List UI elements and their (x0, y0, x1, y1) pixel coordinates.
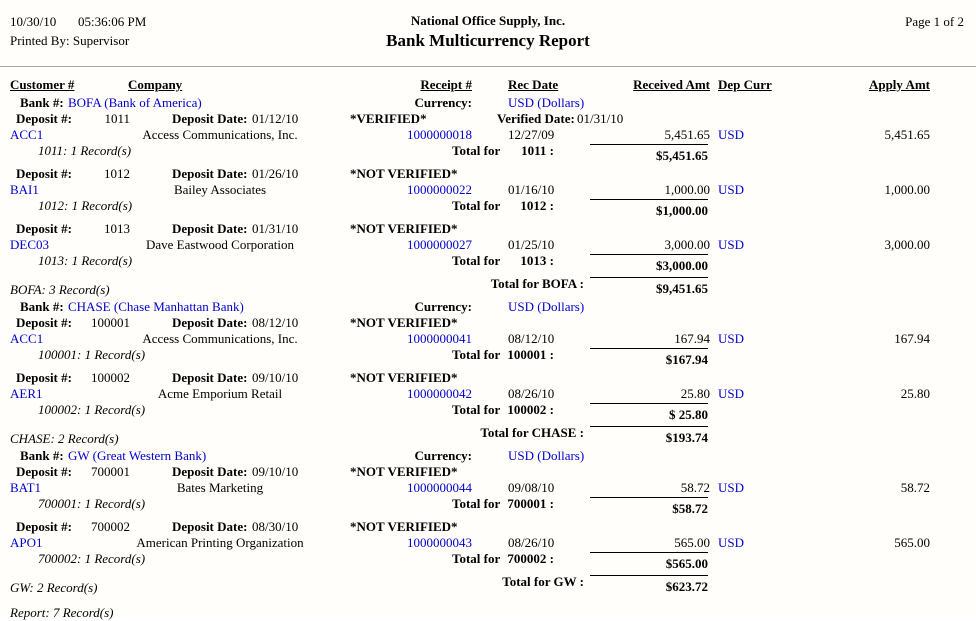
deposit-record-count: 100001: 1 Record(s) (38, 347, 146, 362)
receipt-detail-row (0, 386, 976, 402)
deposit-label: Deposit #: (16, 519, 72, 534)
currency-label: Currency: (414, 448, 472, 463)
deposit-number: 1013 (104, 221, 130, 236)
deposit-header-row (0, 221, 976, 237)
deposit-date-label: Deposit Date: (172, 111, 248, 126)
total-for-label: Total for (452, 551, 501, 566)
deposit-record-count: 100002: 1 Record(s) (38, 402, 146, 417)
deposit-currency-link[interactable]: USD (718, 237, 745, 252)
received-amount: 1,000.00 (664, 182, 710, 197)
deposit-date: 01/26/10 (252, 166, 299, 181)
customer-code-link[interactable]: BAT1 (10, 480, 42, 495)
bank-record-count: CHASE: 2 Record(s) (10, 431, 119, 446)
deposit-currency-link[interactable]: USD (718, 480, 745, 495)
bank-total-label: Total for CHASE : (480, 425, 584, 440)
bank-code-link[interactable]: BOFA (Bank of America) (68, 95, 202, 110)
deposit-status: *NOT VERIFIED* (350, 166, 458, 181)
bank-total-amount: $9,451.65 (590, 277, 708, 296)
receipt-detail-row (0, 182, 976, 198)
receipt-detail-row (0, 535, 976, 551)
total-for-label: Total for (452, 253, 501, 268)
deposit-header-row (0, 370, 976, 386)
deposit-total-amount: $ 25.80 (590, 403, 708, 422)
deposit-number: 100002 (91, 370, 130, 385)
customer-company: Dave Eastwood Corporation (145, 237, 295, 252)
bank-header-row (0, 95, 976, 111)
deposit-date-label: Deposit Date: (172, 464, 248, 479)
print-time: 05:36:06 PM (78, 14, 147, 29)
col-rec-date: Rec Date (508, 77, 559, 92)
deposit-date: 08/30/10 (252, 519, 299, 534)
customer-company: Access Communications, Inc. (142, 331, 298, 346)
receipt-number-link[interactable]: 1000000044 (407, 480, 472, 495)
deposit-date-label: Deposit Date: (172, 166, 248, 181)
customer-company: Bailey Associates (173, 182, 267, 197)
deposit-record-count: 1011: 1 Record(s) (38, 143, 132, 158)
deposit-date-label: Deposit Date: (172, 370, 248, 385)
deposit-date-label: Deposit Date: (172, 221, 248, 236)
deposit-currency-link[interactable]: USD (718, 386, 745, 401)
receipt-date: 01/16/10 (508, 182, 555, 197)
deposit-total-row (0, 402, 976, 425)
customer-code-link[interactable]: BAI1 (10, 182, 39, 197)
receipt-date: 08/12/10 (508, 331, 555, 346)
deposit-record-count: 1012: 1 Record(s) (38, 198, 133, 213)
report-header (0, 0, 976, 67)
receipt-detail-row (0, 127, 976, 143)
deposit-label: Deposit #: (16, 370, 72, 385)
receipt-date: 08/26/10 (508, 386, 555, 401)
customer-code-link[interactable]: ACC1 (10, 331, 44, 346)
bank-total-row (0, 425, 976, 448)
received-amount: 167.94 (674, 331, 710, 346)
deposit-currency-link[interactable]: USD (718, 331, 745, 346)
deposit-header-row (0, 519, 976, 535)
receipt-number-link[interactable]: 1000000018 (407, 127, 472, 142)
receipt-detail-row (0, 480, 976, 496)
bank-label: Bank #: (20, 95, 64, 110)
total-deposit-key: 100001 : (507, 347, 554, 362)
deposit-label: Deposit #: (16, 464, 72, 479)
deposit-status: *NOT VERIFIED* (350, 370, 458, 385)
bank-record-count: BOFA: 3 Record(s) (10, 282, 110, 297)
printed-by: Printed By: Supervisor (10, 33, 130, 48)
total-deposit-key: 100002 : (507, 402, 554, 417)
deposit-record-count: 700001: 1 Record(s) (38, 496, 146, 511)
bank-header-row (0, 448, 976, 464)
bank-record-count: GW: 2 Record(s) (10, 580, 98, 595)
bank-total-amount: $623.72 (590, 575, 708, 594)
total-for-label: Total for (452, 496, 501, 511)
deposit-status: *NOT VERIFIED* (350, 315, 458, 330)
deposit-total-row (0, 253, 976, 276)
deposit-date-label: Deposit Date: (172, 519, 248, 534)
apply-amount: 1,000.00 (884, 182, 930, 197)
total-for-label: Total for (452, 402, 501, 417)
verified-date: 01/31/10 (577, 111, 624, 126)
deposit-total-amount: $3,000.00 (590, 254, 708, 273)
total-deposit-key: 700002 : (507, 551, 554, 566)
bank-total-row (0, 574, 976, 597)
col-customer: Customer # (10, 77, 75, 92)
col-receipt: Receipt # (420, 77, 472, 92)
deposit-number: 1011 (104, 111, 130, 126)
deposit-status: *VERIFIED* (350, 111, 427, 126)
deposit-label: Deposit #: (16, 315, 72, 330)
bank-currency-link[interactable]: USD (Dollars) (508, 95, 585, 110)
receipt-number-link[interactable]: 1000000042 (407, 386, 472, 401)
bank-total-label: Total for BOFA : (490, 276, 584, 291)
receipt-detail-row (0, 331, 976, 347)
total-deposit-key: 1011 : (521, 143, 554, 158)
col-company: Company (128, 77, 183, 92)
deposit-number: 100001 (91, 315, 130, 330)
receipt-date: 08/26/10 (508, 535, 555, 550)
page-indicator: Page 1 of 2 (905, 14, 964, 29)
deposit-total-row (0, 198, 976, 221)
verified-date-label: Verified Date: (497, 111, 575, 126)
deposit-total-amount: $167.94 (590, 348, 708, 367)
customer-code-link[interactable]: ACC1 (10, 127, 44, 142)
deposit-header-row (0, 464, 976, 480)
total-deposit-key: 700001 : (507, 496, 554, 511)
receipt-date: 09/08/10 (508, 480, 555, 495)
deposit-date: 01/31/10 (252, 221, 299, 236)
deposit-number: 700002 (91, 519, 130, 534)
customer-company: American Printing Organization (136, 535, 304, 550)
apply-amount: 25.80 (900, 386, 930, 401)
deposit-label: Deposit #: (16, 111, 72, 126)
total-deposit-key: 1013 : (520, 253, 554, 268)
deposit-status: *NOT VERIFIED* (350, 221, 458, 236)
currency-label: Currency: (414, 95, 472, 110)
deposit-label: Deposit #: (16, 166, 72, 181)
deposit-total-row (0, 551, 976, 574)
bank-header-row (0, 299, 976, 315)
bank-code-link[interactable]: GW (Great Western Bank) (68, 448, 207, 463)
received-amount: 565.00 (674, 535, 710, 550)
bank-currency-link[interactable]: USD (Dollars) (508, 299, 585, 314)
column-headers (0, 77, 976, 95)
bank-total-amount: $193.74 (590, 426, 708, 445)
col-dep-curr: Dep Curr (718, 77, 772, 92)
received-amount: 58.72 (680, 480, 710, 495)
deposit-total-row (0, 143, 976, 166)
deposit-total-row (0, 496, 976, 519)
receipt-number-link[interactable]: 1000000027 (407, 237, 472, 252)
report-title: Bank Multicurrency Report (386, 31, 590, 50)
receipt-date: 01/25/10 (508, 237, 555, 252)
deposit-currency-link[interactable]: USD (718, 535, 745, 550)
customer-company: Access Communications, Inc. (142, 127, 298, 142)
apply-amount: 5,451.65 (884, 127, 930, 142)
bank-currency-link[interactable]: USD (Dollars) (508, 448, 585, 463)
receipt-number-link[interactable]: 1000000022 (407, 182, 472, 197)
deposit-total-amount: $5,451.65 (590, 144, 708, 163)
bank-code-link[interactable]: CHASE (Chase Manhattan Bank) (68, 299, 244, 314)
apply-amount: 565.00 (894, 535, 930, 550)
deposit-date-label: Deposit Date: (172, 315, 248, 330)
total-for-label: Total for (452, 347, 501, 362)
receipt-detail-row (0, 237, 976, 253)
receipt-date: 12/27/09 (508, 127, 555, 142)
customer-code-link[interactable]: APO1 (10, 535, 43, 550)
col-received-amt: Received Amt (633, 77, 710, 92)
apply-amount: 167.94 (894, 331, 930, 346)
bank-label: Bank #: (20, 299, 64, 314)
deposit-header-row (0, 315, 976, 331)
deposit-number: 700001 (91, 464, 130, 479)
deposit-record-count: 1013: 1 Record(s) (38, 253, 133, 268)
deposit-currency-link[interactable]: USD (718, 127, 745, 142)
col-apply-amt: Apply Amt (868, 77, 930, 92)
deposit-record-count: 700002: 1 Record(s) (38, 551, 146, 566)
customer-company: Acme Emporium Retail (157, 386, 283, 401)
received-amount: 5,451.65 (664, 127, 710, 142)
apply-amount: 58.72 (900, 480, 930, 495)
apply-amount: 3,000.00 (884, 237, 930, 252)
deposit-date: 08/12/10 (252, 315, 299, 330)
deposit-date: 09/10/10 (252, 464, 299, 479)
deposit-status: *NOT VERIFIED* (350, 519, 458, 534)
deposit-label: Deposit #: (16, 221, 72, 236)
deposit-header-row (0, 166, 976, 182)
received-amount: 3,000.00 (664, 237, 710, 252)
received-amount: 25.80 (680, 386, 710, 401)
customer-code-link[interactable]: DEC03 (10, 237, 49, 252)
print-date: 10/30/10 (10, 14, 57, 29)
report-record-count: Report: 7 Record(s) (10, 605, 114, 620)
deposit-date: 09/10/10 (252, 370, 299, 385)
deposit-status: *NOT VERIFIED* (350, 464, 458, 479)
receipt-number-link[interactable]: 1000000043 (407, 535, 472, 550)
total-for-label: Total for (452, 198, 501, 213)
company-name: National Office Supply, Inc. (410, 13, 566, 28)
customer-company: Bates Marketing (176, 480, 264, 495)
total-deposit-key: 1012 : (520, 198, 554, 213)
report-total-row (0, 605, 976, 621)
deposit-number: 1012 (104, 166, 130, 181)
deposit-header-row (0, 111, 976, 127)
deposit-total-amount: $1,000.00 (590, 199, 708, 218)
deposit-date: 01/12/10 (252, 111, 299, 126)
bank-total-row (0, 276, 976, 299)
deposit-currency-link[interactable]: USD (718, 182, 745, 197)
bank-label: Bank #: (20, 448, 64, 463)
deposit-total-row (0, 347, 976, 370)
deposit-total-amount: $58.72 (590, 497, 708, 516)
total-for-label: Total for (452, 143, 501, 158)
bank-total-label: Total for GW : (502, 574, 584, 589)
receipt-number-link[interactable]: 1000000041 (407, 331, 472, 346)
customer-code-link[interactable]: AER1 (10, 386, 43, 401)
deposit-total-amount: $565.00 (590, 552, 708, 571)
currency-label: Currency: (414, 299, 472, 314)
